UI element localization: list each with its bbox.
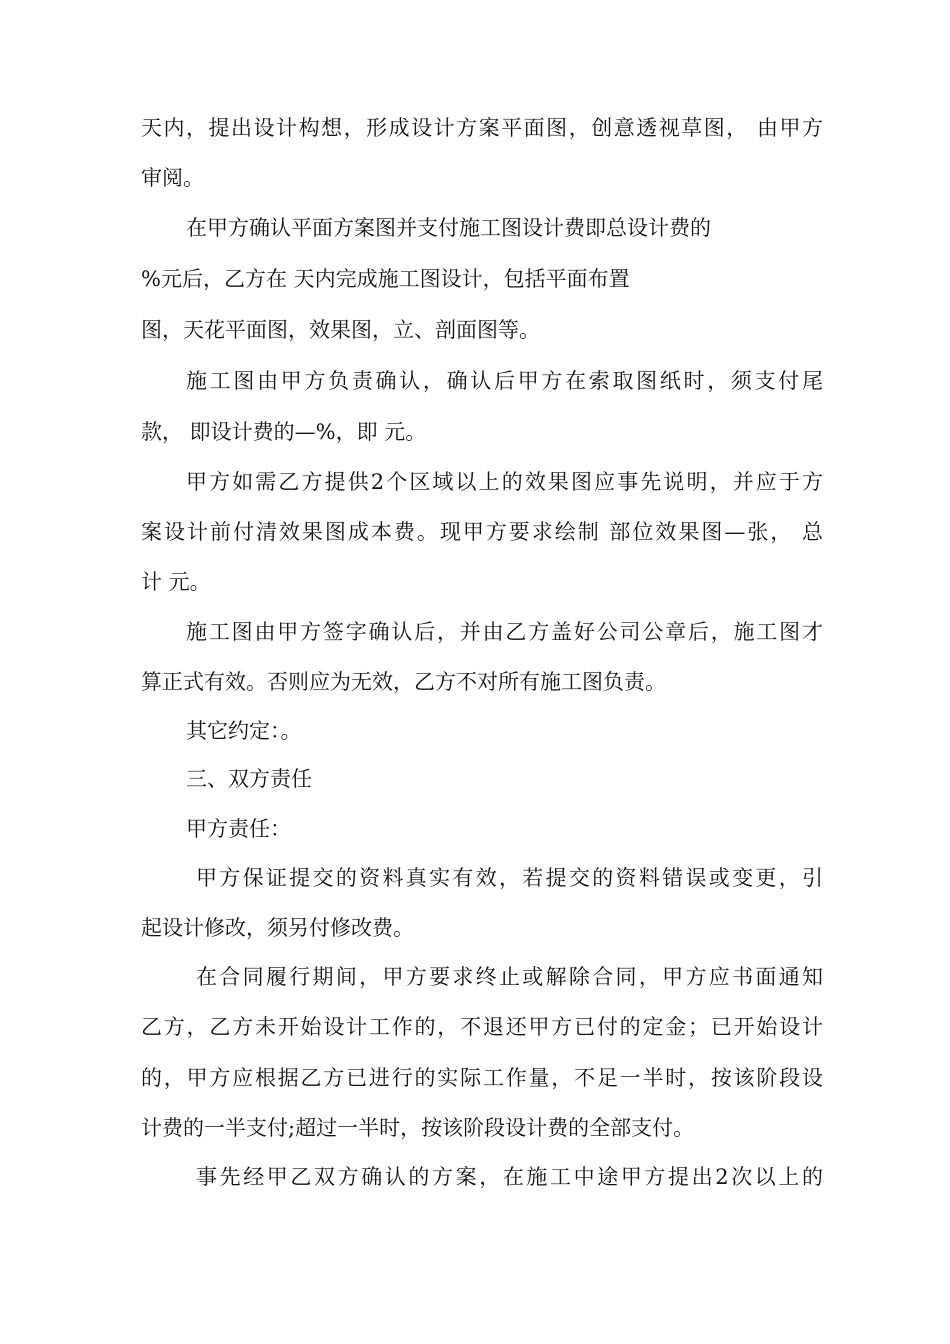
text-line: 计费的一半支付;超过一半时，按该阶段设计费的全部支付。 (141, 1116, 695, 1140)
subsection-heading: 甲方责任： (186, 817, 291, 841)
text-line: 案设计前付清效果图成本费。现甲方要求绘制 部位效果图—张， 总 (141, 520, 823, 544)
text-line: 天内，提出设计构想，形成设计方案平面图，创意透视草图， 由甲方 (141, 116, 823, 140)
text-line: 图，天花平面图，效果图，立、剖面图等。 (141, 318, 540, 342)
text-line: 在合同履行期间，甲方要求终止或解除合同，甲方应书面通知 (196, 965, 823, 989)
text-line: 审阅。 (141, 166, 204, 190)
text-line: %元后，乙方在 天内完成施工图设计，包括平面布置 (141, 267, 630, 291)
text-line: 款， 即设计费的—%，即 元。 (141, 420, 427, 444)
text-line: 在甲方确认平面方案图并支付施工图设计费即总设计费的 (186, 216, 711, 240)
text-line: 起设计修改，须另付修改费。 (141, 916, 414, 940)
text-line: 其它约定：。 (186, 719, 302, 743)
text-line: 甲方如需乙方提供2个区域以上的效果图应事先说明，并应于方 (186, 470, 823, 494)
text-line: 施工图由甲方签字确认后，并由乙方盖好公司公章后，施工图才 (186, 620, 823, 644)
text-line: 计 元。 (141, 570, 211, 594)
text-line: 施工图由甲方负责确认，确认后甲方在索取图纸时，须支付尾 (186, 369, 823, 393)
section-heading: 三、双方责任 (186, 767, 312, 791)
text-line: 的，甲方应根据乙方已进行的实际工作量，不足一半时，按该阶段设 (141, 1066, 823, 1090)
text-line: 甲方保证提交的资料真实有效，若提交的资料错误或变更，引 (196, 866, 823, 890)
text-line: 算正式有效。否则应为无效，乙方不对所有施工图负责。 (141, 670, 666, 694)
text-line: 事先经甲乙双方确认的方案，在施工中途甲方提出2次以上的 (196, 1165, 823, 1189)
text-line: 乙方，乙方未开始设计工作的，不退还甲方已付的定金；已开始设计 (141, 1015, 823, 1039)
